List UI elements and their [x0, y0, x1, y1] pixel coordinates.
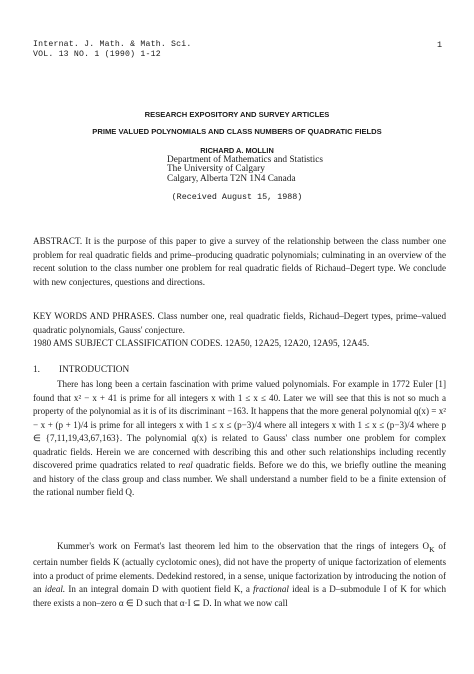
abstract-text: It is the purpose of this paper to give a survey of the relationship between the class number one problem for real quadratic fields and prime–producing quadratic polynomials; culminating in an overview of the recent solution to the class number one problem for real quadratic fields of Richaud–Degert type. We conclude with new conjectures, questions and directions.	[33, 236, 446, 287]
paragraph-text: quadratic fields. Before we do this, we briefly outline the meaning and history of the class group and class number. We shall understand a number field to be a finite extension of the rational number field Q.	[33, 460, 446, 497]
paragraph-text: ideal is a D–submodule I of K for which there exists a non–zero α ∈ D such that α·I ⊆ D. In what we now call	[33, 584, 447, 608]
paper-title: PRIME VALUED POLYNOMIALS AND CLASS NUMBERS OF QUADRATIC FIELDS	[92, 127, 382, 136]
journal-name: Internat. J. Math. & Math. Sci.	[33, 40, 192, 49]
introduction-paragraph-2	[33, 540, 446, 610]
ams-classification	[33, 337, 446, 351]
section-title: RESEARCH EXPOSITORY AND SURVEY ARTICLES	[144, 110, 330, 119]
ams-codes: 12A50, 12A25, 12A20, 12A95, 12A45.	[224, 338, 370, 348]
section-number: 1.	[33, 365, 40, 375]
emphasis: fractional	[253, 584, 289, 595]
section-heading: INTRODUCTION	[59, 365, 130, 375]
keywords-label: KEY WORDS AND PHRASES.	[33, 311, 155, 321]
abstract-label: ABSTRACT.	[33, 236, 83, 246]
keywords-text: Class number one, real quadratic fields, Richaud–Degert types, prime–valued quadratic polynomials, Gauss' conjecture.	[33, 311, 447, 335]
journal-citation	[33, 40, 192, 60]
affiliation-university: The University of Calgary	[167, 164, 265, 175]
keywords	[33, 310, 446, 337]
page-number: 1	[437, 40, 443, 50]
emphasis: ideal.	[44, 584, 66, 595]
paragraph-text: of certain number fields K (actually cyclotomic ones), did not have the property of unique factorization of elements into a product of prime elements. Dedekind restored, in a sense, unique factorization by introducing the notion of an	[33, 541, 446, 595]
received-date: (Received August 15, 1988)	[171, 192, 303, 202]
journal-volume: VOL. 13 NO. 1 (1990) 1-12	[33, 50, 161, 59]
affiliation-address: Calgary, Alberta T2N 1N4 Canada	[167, 173, 296, 184]
emphasis: real	[178, 460, 193, 470]
author-name: RICHARD A. MOLLIN	[200, 146, 274, 155]
introduction-heading	[33, 365, 129, 375]
author-affiliation	[167, 156, 323, 184]
abstract	[33, 235, 446, 289]
paragraph-text: There has long been a certain fascination with prime valued polynomials. For example in 1772 Euler [1] found that x² − x + 41 is prime for all integers x with 1 ≤ x ≤ 40. Later we will see that this is not so much a property of the polynomial as it is of its discriminant −163. It happens that the more general polynomial q(x) = x² − x + (p + 1)/4 is prime for all integers x with 1 ≤ x ≤ (p−3)/4 where all integers x with 1 ≤ x ≤ (p−3)/4 where p ∈ {7,11,19,43,67,163}. The polynomial q(x) is related to Gauss' class number one problem for complex quadratic fields. Herein we are concerned with describing this and other such relationships including recently discovered prime quadratics related to	[33, 379, 446, 470]
paragraph-text: Kummer's work on Fermat's last theorem led him to the observation that the rings of integers O	[57, 541, 430, 551]
affiliation-department: Department of Mathematics and Statistics	[167, 155, 323, 165]
introduction-paragraph-1	[33, 378, 446, 500]
paragraph-text: In an integral domain D with quotient field K, a	[65, 584, 254, 595]
subscript: K	[429, 544, 435, 554]
ams-label: 1980 AMS SUBJECT CLASSIFICATION CODES.	[33, 338, 223, 348]
